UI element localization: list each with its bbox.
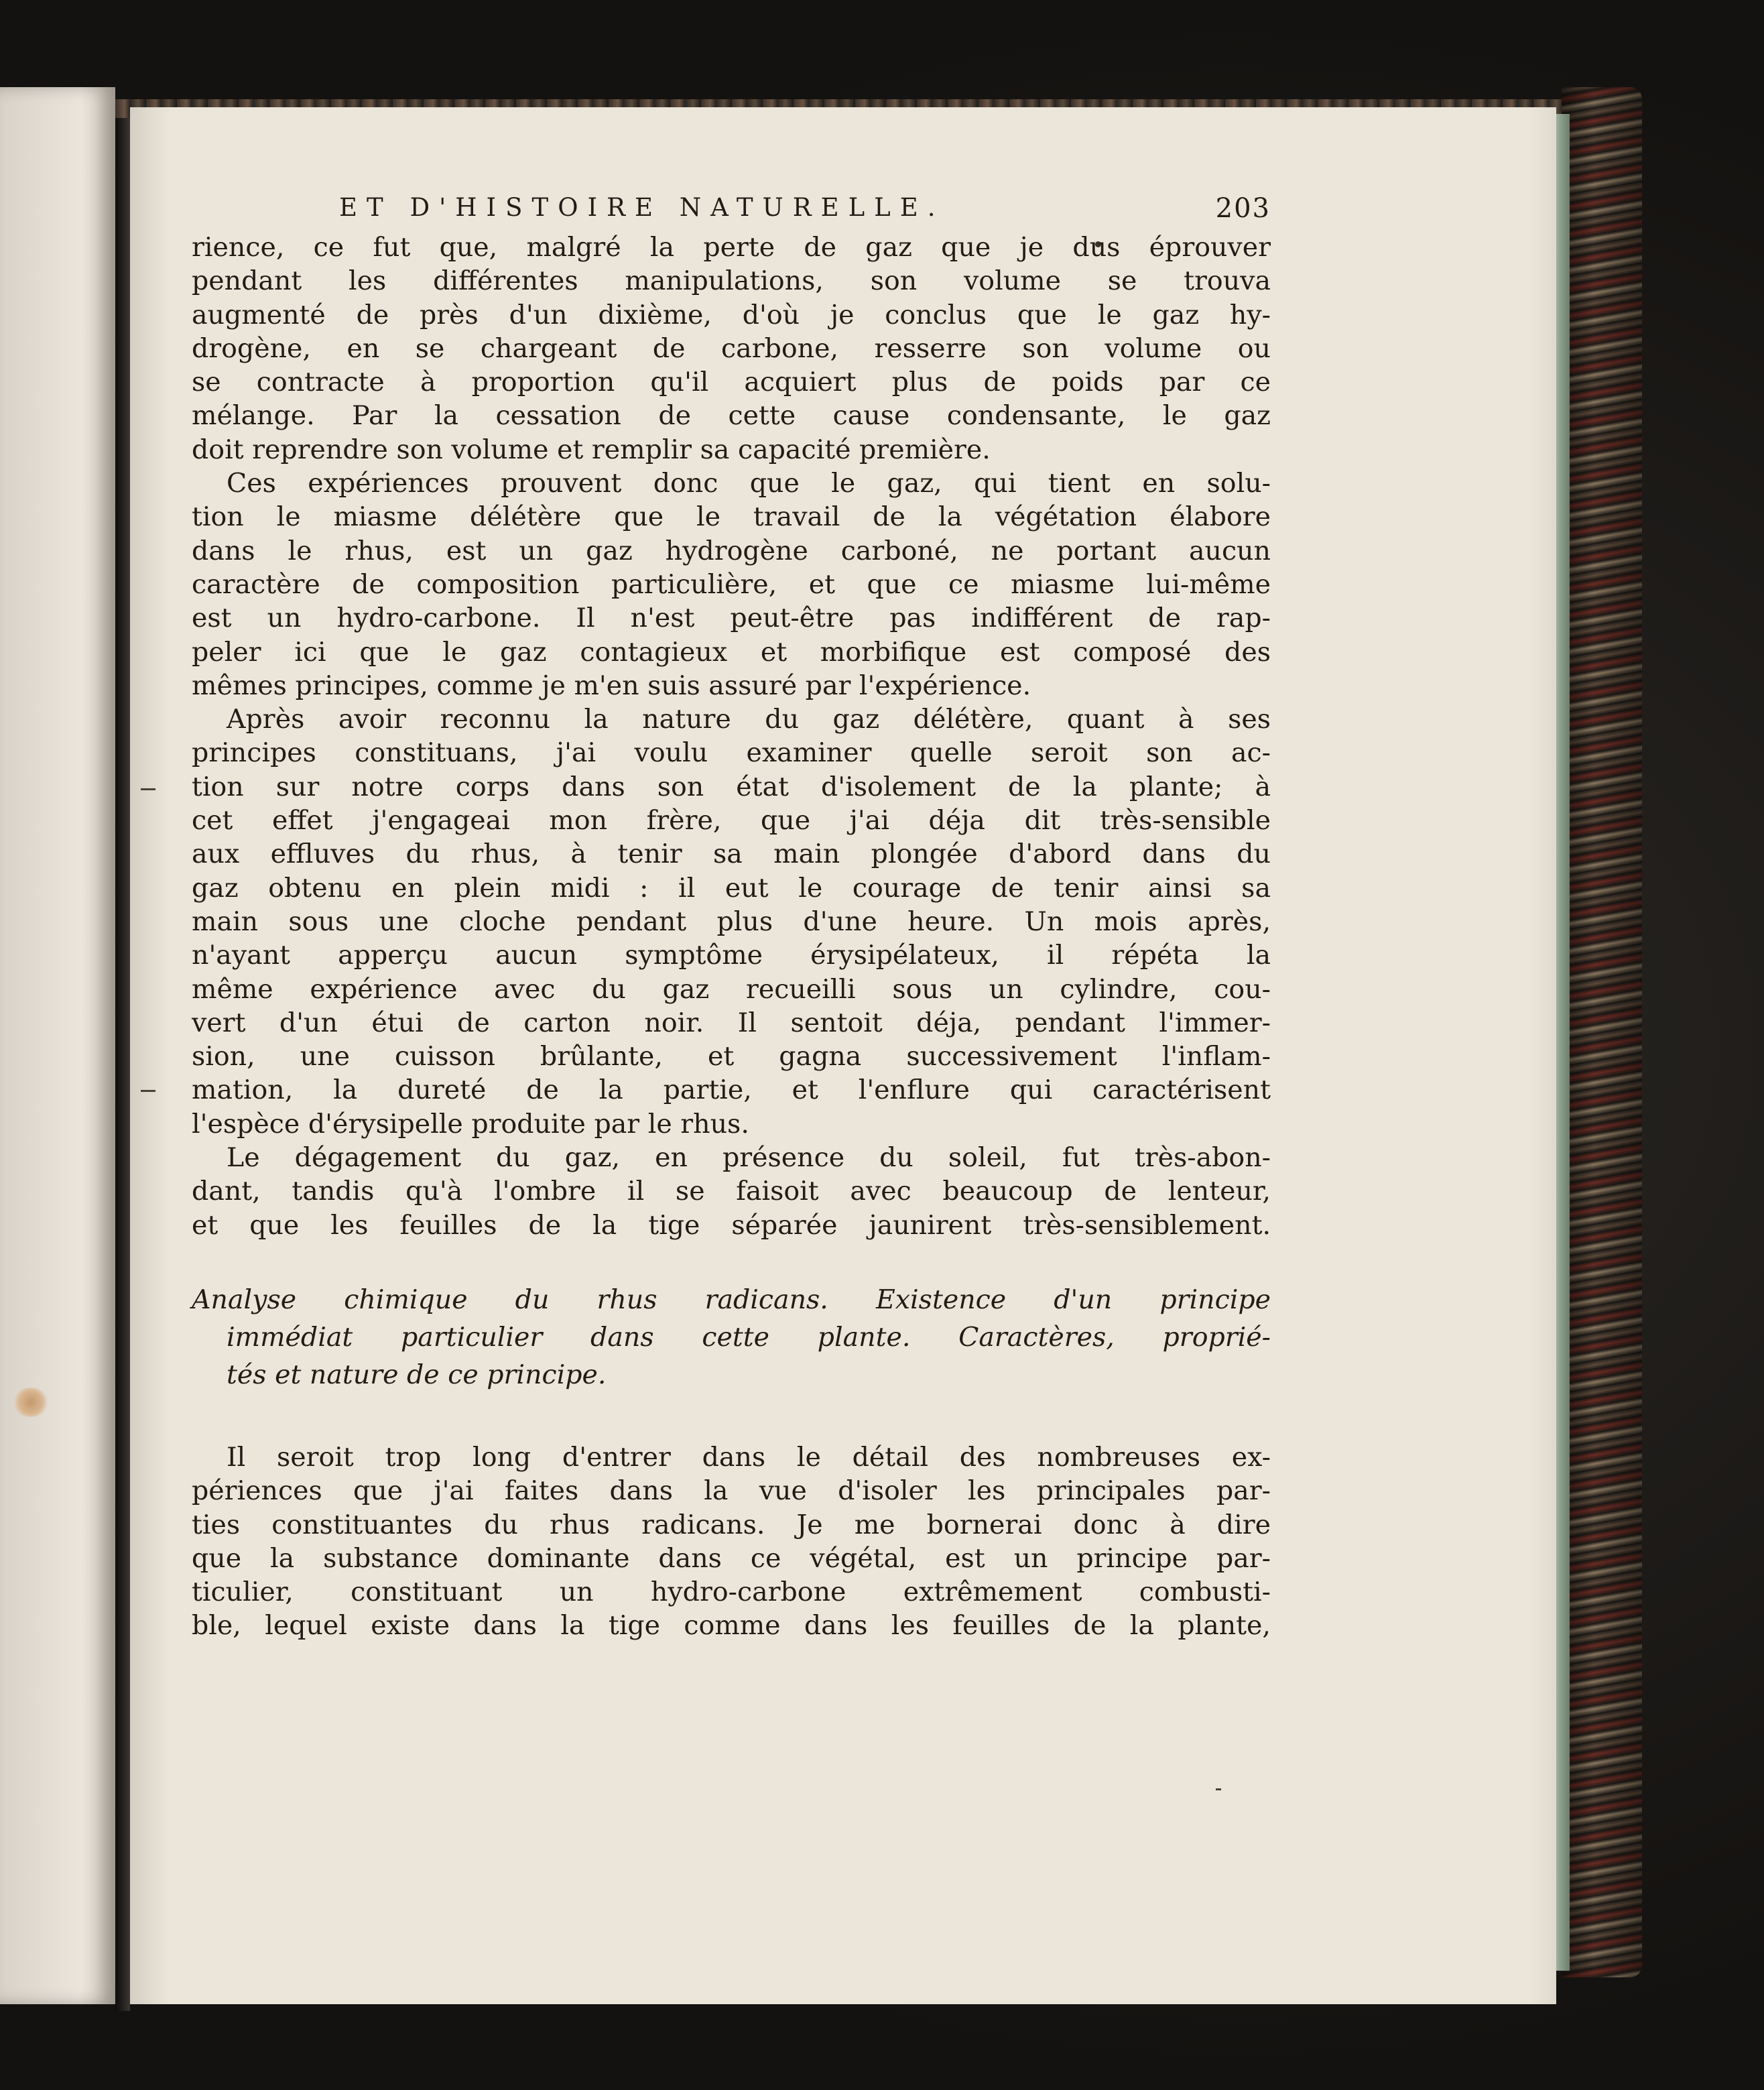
text-line: Après avoir reconnu la nature du gaz délétère, quant à ses — [227, 704, 1271, 735]
text-line: rience, ce fut que, malgré la perte de gaz que je dus éprouver — [192, 232, 1271, 263]
book-gutter — [115, 107, 130, 2011]
stain-mark — [13, 1388, 48, 1417]
text-line: tion le miasme délétère que le travail de la végétation élabore — [192, 501, 1271, 533]
text-line: tion sur notre corps dans son état d'isolement de la plante; à — [192, 771, 1271, 802]
margin-mark — [141, 788, 155, 790]
page-number: 203 — [1215, 193, 1271, 224]
text-line: mation, la dureté de la partie, et l'enflure qui caractérisent — [192, 1074, 1271, 1106]
text-line: ble, lequel existe dans la tige comme dans les feuilles de la plante, — [192, 1610, 1271, 1642]
text-line: n'ayant apperçu aucun symptôme érysipélateux, il répéta la — [192, 940, 1271, 971]
text-line: et que les feuilles de la tige séparée jaunirent très-sensiblement. — [192, 1209, 1271, 1241]
text-line: vert d'un étui de carton noir. Il sentoit déja, pendant l'immer- — [192, 1007, 1271, 1038]
text-line: peler ici que le gaz contagieux et morbifique est composé des — [192, 636, 1271, 668]
heading-line: immédiat particulier dans cette plante. Caractères, proprié- — [227, 1321, 1271, 1353]
page-text — [192, 193, 1271, 1643]
running-header — [192, 193, 1271, 231]
margin-mark — [1216, 1788, 1221, 1790]
running-title: ET D'HISTOIRE NATURELLE. — [339, 193, 945, 222]
margin-mark — [141, 1090, 155, 1092]
text-line: mélange. Par la cessation de cette cause condensante, le gaz — [192, 400, 1271, 432]
text-line: aux effluves du rhus, à tenir sa main plongée d'abord dans du — [192, 839, 1271, 870]
text-line: Le dégagement du gaz, en présence du soleil, fut très-abon- — [227, 1142, 1271, 1174]
text-line: que la substance dominante dans ce végétal, est un principe par- — [192, 1542, 1271, 1574]
text-line: gaz obtenu en plein midi : il eut le courage de tenir ainsi sa — [192, 872, 1271, 904]
marbled-cover-edge — [1562, 87, 1642, 1977]
text-line: caractère de composition particulière, et que ce miasme lui-même — [192, 568, 1271, 600]
paragraph — [192, 702, 1271, 1141]
paragraph — [192, 467, 1271, 702]
section-heading — [192, 1281, 1271, 1394]
text-line: augmenté de près d'un dixième, d'où je conclus que le gaz hy- — [192, 299, 1271, 330]
text-line: sion, une cuisson brûlante, et gagna successivement l'inflam- — [192, 1041, 1271, 1072]
text-line: se contracte à proportion qu'il acquiert plus de poids par ce — [192, 367, 1271, 398]
facing-page-edge — [0, 87, 115, 2004]
text-line: main sous une cloche pendant plus d'une heure. Un mois après, — [192, 906, 1271, 937]
text-line: mêmes principes, comme je m'en suis assuré par l'expérience. — [192, 670, 1031, 701]
text-line: doit reprendre son volume et remplir sa capacité première. — [192, 434, 991, 465]
paragraph — [192, 1440, 1271, 1643]
text-line: dans le rhus, est un gaz hydrogène carboné, ne portant aucun — [192, 535, 1271, 566]
text-line: principes constituans, j'ai voulu examiner quelle seroit son ac- — [192, 737, 1271, 769]
text-line: périences que j'ai faites dans la vue d'isoler les principales par- — [192, 1475, 1271, 1507]
paragraph — [192, 1141, 1271, 1242]
paragraph — [192, 231, 1271, 467]
text-line: Ces expériences prouvent donc que le gaz, qui tient en solu- — [227, 468, 1271, 499]
text-line: cet effet j'engageai mon frère, que j'ai déja dit très-sensible — [192, 805, 1271, 837]
heading-line: Analyse chimique du rhus radicans. Existence d'un principe — [192, 1284, 1271, 1315]
text-line: ticulier, constituant un hydro-carbone extrêmement combusti- — [192, 1577, 1271, 1608]
text-line: dant, tandis qu'à l'ombre il se faisoit avec beaucoup de lenteur, — [192, 1176, 1271, 1207]
text-line: pendant les différentes manipulations, son volume se trouva — [192, 265, 1271, 297]
heading-line: tés et nature de ce principe. — [227, 1359, 607, 1390]
text-line: ties constituantes du rhus radicans. Je me bornerai donc à dire — [192, 1509, 1271, 1540]
text-line: est un hydro-carbone. Il n'est peut-être pas indifférent de rap- — [192, 603, 1271, 634]
text-line: même expérience avec du gaz recueilli sous un cylindre, cou- — [192, 973, 1271, 1005]
text-line: drogène, en se chargeant de carbone, resserre son volume ou — [192, 332, 1271, 364]
text-line: l'espèce d'érysipelle produite par le rhus. — [192, 1108, 749, 1140]
text-line: Il seroit trop long d'entrer dans le détail des nombreuses ex- — [227, 1441, 1271, 1473]
